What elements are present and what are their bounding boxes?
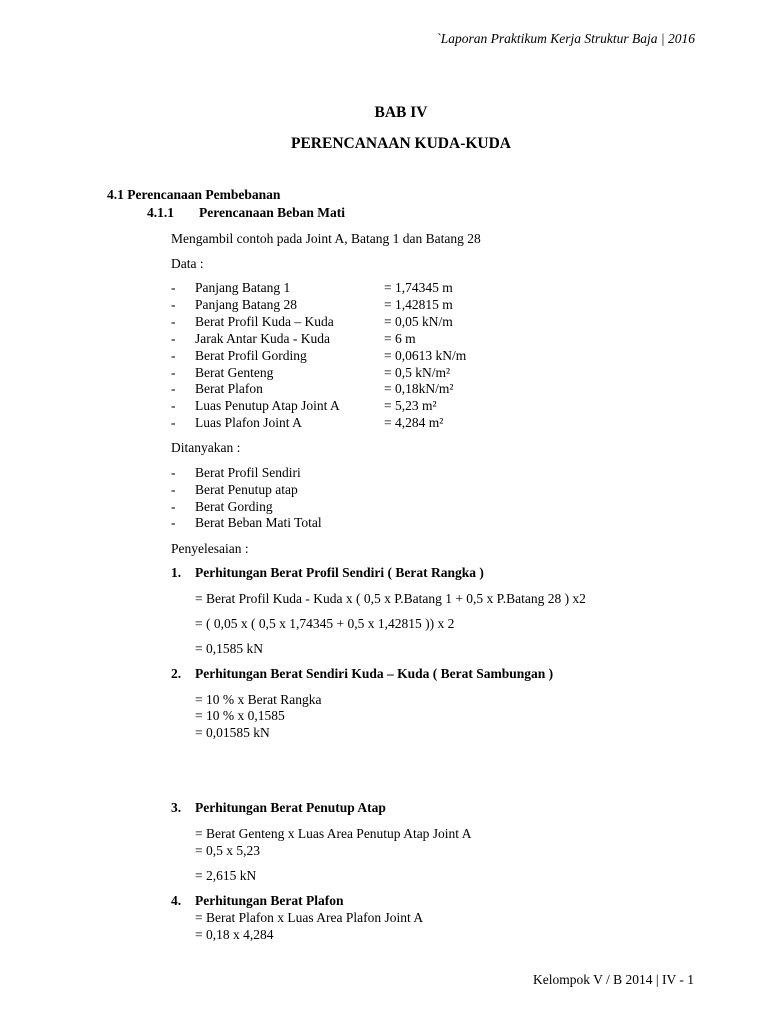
step-title: Perhitungan Berat Penutup Atap (195, 800, 386, 815)
list-item (0, 465, 768, 482)
list-item (0, 415, 768, 432)
step-number: 2. (171, 666, 182, 681)
subsection-title: Perencanaan Beban Mati (199, 205, 345, 220)
item-label: Luas Penutup Atap Joint A (195, 398, 340, 413)
list-dash: - (171, 331, 176, 346)
item-label: Panjang Batang 1 (195, 280, 291, 295)
item-value: = 1,74345 m (384, 280, 453, 295)
step-title: Perhitungan Berat Plafon (195, 893, 344, 908)
calc-line: = 0,5 x 5,23 (195, 843, 260, 858)
item-value: = 0,5 kN/m² (384, 365, 451, 380)
data-label: Data : (171, 256, 204, 271)
item-label: Luas Plafon Joint A (195, 415, 302, 430)
intro-text: Mengambil contoh pada Joint A, Batang 1 dan Batang 28 (171, 231, 481, 246)
list-dash: - (171, 297, 176, 312)
item-label: Panjang Batang 28 (195, 297, 297, 312)
list-item (0, 499, 768, 516)
item-value: = 0,05 kN/m (384, 314, 453, 329)
list-item (0, 381, 768, 398)
calc-line: = 0,1585 kN (195, 641, 263, 656)
section-heading: 4.1 Perencanaan Pembebanan (107, 187, 281, 202)
list-item (0, 331, 768, 348)
step-title: Perhitungan Berat Profil Sendiri ( Berat Rangka ) (195, 565, 484, 580)
subsection-number: 4.1.1 (147, 205, 174, 220)
list-dash: - (171, 280, 176, 295)
list-item (0, 348, 768, 365)
item-label: Berat Genteng (195, 365, 274, 380)
list-item (0, 314, 768, 331)
item-value: = 1,42815 m (384, 297, 453, 312)
calc-line: = 2,615 kN (195, 868, 257, 883)
list-dash: - (171, 348, 176, 363)
item-label: Berat Profil Kuda – Kuda (195, 314, 334, 329)
calc-line: = 0,01585 kN (195, 725, 270, 740)
list-item (0, 482, 768, 499)
calc-line: = Berat Genteng x Luas Area Penutup Atap Joint A (195, 826, 472, 841)
step-number: 3. (171, 800, 182, 815)
item-label: Jarak Antar Kuda - Kuda (195, 331, 330, 346)
list-dash: - (171, 465, 176, 480)
list-item (0, 297, 768, 314)
step-number: 4. (171, 893, 182, 908)
item-label: Berat Profil Sendiri (195, 465, 301, 480)
solution-label: Penyelesaian : (171, 541, 249, 556)
calc-line: = 10 % x 0,1585 (195, 708, 285, 723)
item-value: = 0,0613 kN/m (384, 348, 467, 363)
calc-line: = ( 0,05 x ( 0,5 x 1,74345 + 0,5 x 1,42815 )) x 2 (195, 616, 455, 631)
list-dash: - (171, 314, 176, 329)
list-item (0, 365, 768, 382)
list-dash: - (171, 415, 176, 430)
list-dash: - (171, 381, 176, 396)
list-item (0, 280, 768, 297)
running-header: `Laporan Praktikum Kerja Struktur Baja | 2016 (436, 31, 695, 46)
asked-label: Ditanyakan : (171, 440, 241, 455)
item-value: = 0,18kN/m² (384, 381, 454, 396)
item-label: Berat Profil Gording (195, 348, 307, 363)
chapter-number: BAB IV (374, 104, 428, 121)
list-dash: - (171, 365, 176, 380)
calc-line: = Berat Profil Kuda - Kuda x ( 0,5 x P.Batang 1 + 0,5 x P.Batang 28 ) x2 (195, 591, 586, 606)
list-dash: - (171, 482, 176, 497)
list-item (0, 398, 768, 415)
item-label: Berat Penutup atap (195, 482, 298, 497)
step-title: Perhitungan Berat Sendiri Kuda – Kuda ( Berat Sambungan ) (195, 666, 554, 681)
item-value: = 4,284 m² (384, 415, 444, 430)
item-label: Berat Beban Mati Total (195, 515, 322, 530)
item-value: = 6 m (384, 331, 416, 346)
list-dash: - (171, 499, 176, 514)
list-dash: - (171, 398, 176, 413)
list-item (0, 515, 768, 532)
page-footer: Kelompok V / B 2014 | IV - 1 (533, 972, 694, 987)
step-number: 1. (171, 565, 182, 580)
item-value: = 5,23 m² (384, 398, 437, 413)
chapter-title: PERENCANAAN KUDA-KUDA (290, 135, 511, 152)
item-label: Berat Gording (195, 499, 273, 514)
calc-line: = 10 % x Berat Rangka (195, 692, 322, 707)
calc-line: = Berat Plafon x Luas Area Plafon Joint A (195, 910, 424, 925)
item-label: Berat Plafon (195, 381, 263, 396)
calc-line: = 0,18 x 4,284 (195, 927, 274, 942)
list-dash: - (171, 515, 176, 530)
